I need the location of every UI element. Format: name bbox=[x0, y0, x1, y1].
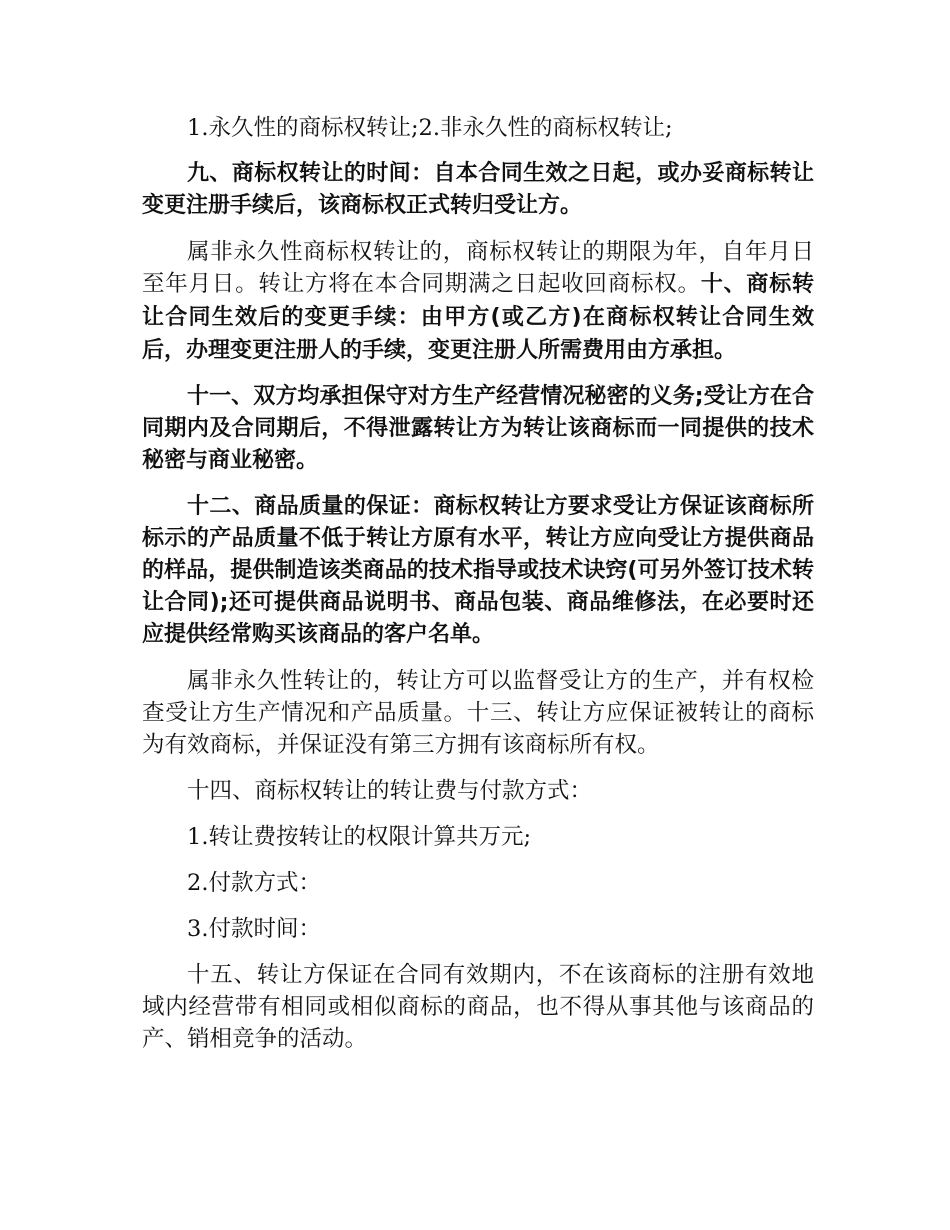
term-text: 属非永久性商标权转让的，商标权转让的期限为年，自年月日至年月日。转让方将在本合同期满之日起收回商标权。 bbox=[142, 239, 814, 297]
document-body bbox=[142, 112, 814, 1069]
paragraph-clause-10 bbox=[142, 236, 814, 367]
paragraph-payment-time: 3.付款时间： bbox=[187, 916, 321, 942]
paragraph-clause-11: 十一、双方均承担保守对方生产经营情况秘密的义务;受让方在合同期内及合同期后，不得泄露转让方为转让该商标而一同提供的技术秘密与商业秘密。 bbox=[142, 384, 814, 473]
paragraph-clause-14: 十四、商标权转让的转让费与付款方式： bbox=[187, 778, 593, 804]
paragraph-payment-method: 2.付款方式： bbox=[187, 870, 321, 896]
paragraph-clause-15: 十五、转让方保证在合同有效期内，不在该商标的注册有效地域内经营带有相同或相似商标的商品，也不得从事其他与该商品的产、销相竞争的活动。 bbox=[142, 962, 814, 1052]
paragraph-fee: 1.转让费按转让的权限计算共万元; bbox=[187, 824, 532, 850]
paragraph-clause-13: 属非永久性转让的，转让方可以监督受让方的生产，并有权检查受让方生产情况和产品质量。十三、转让方应保证被转让的商标为有效商标，并保证没有第三方拥有该商标所有权。 bbox=[142, 668, 814, 758]
paragraph-clause-12: 十二、商品质量的保证：商标权转让方要求受让方保证该商标所标示的产品质量不低于转让方原有水平，转让方应向受让方提供商品的样品，提供制造该类商品的技术指导或技术诀窍(可另外签订技术转让合同);还可提供商品说明书、商品包装、商品维修法，在必要时还应提供经常购买该商品的客户名单。 bbox=[142, 494, 814, 647]
paragraph-transfer-types: 1.永久性的商标权转让;2.非永久性的商标权转让; bbox=[187, 115, 673, 141]
paragraph-clause-9: 九、商标权转让的时间：自本合同生效之日起，或办妥商标转让变更注册手续后，该商标权正式转归受让方。 bbox=[142, 161, 814, 218]
clause-10-text: 十、商标转让合同生效后的变更手续：由甲方(或乙方)在商标权转让合同生效后，办理变更注册人的手续，变更注册人所需费用由方承担。 bbox=[142, 272, 814, 363]
